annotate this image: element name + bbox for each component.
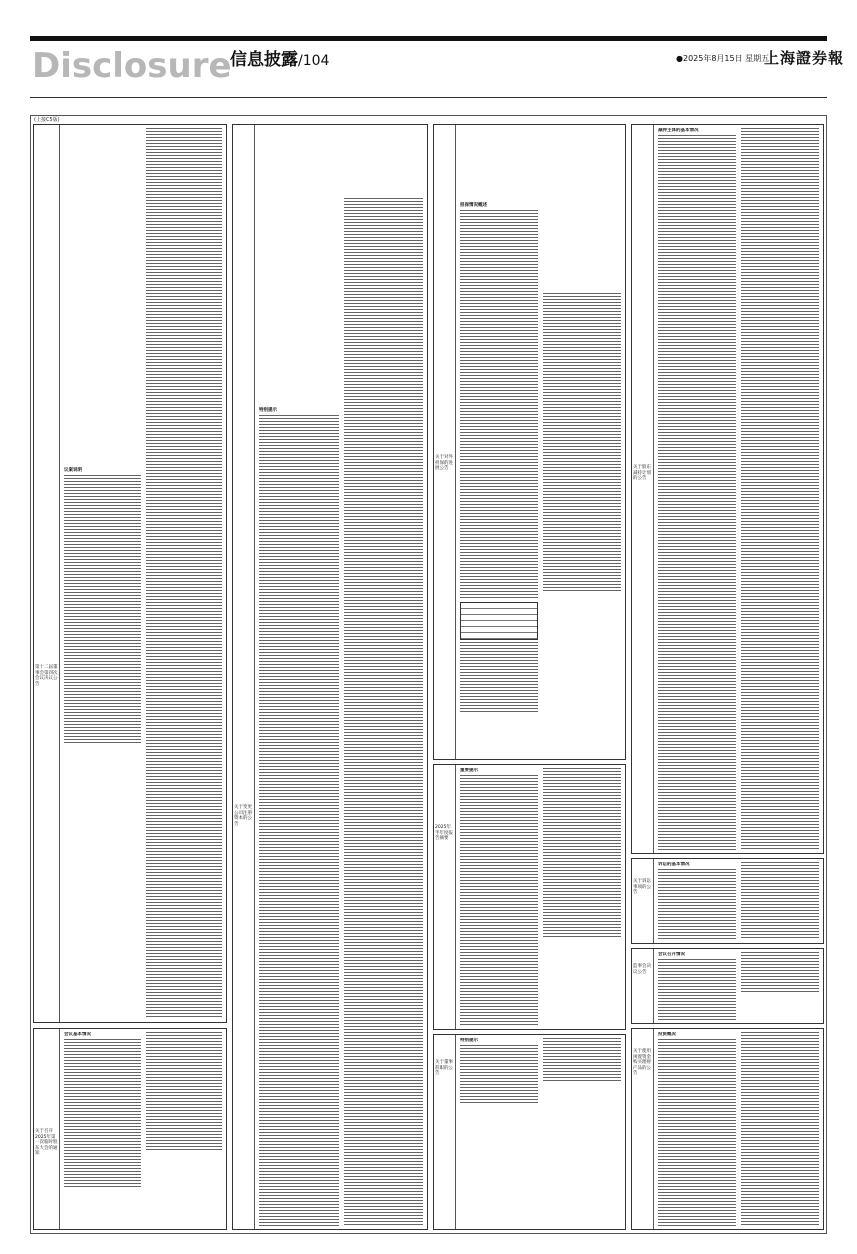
announcement-block: [631, 124, 824, 854]
announcement-side-label: 关于使用闲置资金购买理财产品的公告: [632, 1029, 654, 1229]
text-column: [543, 1038, 621, 1226]
announcement-side-label: 关于对外担保的进展公告: [434, 125, 456, 759]
announcement-block: [33, 124, 227, 1023]
announcement-side-label: 监事会决议公告: [632, 949, 654, 1023]
text-column: [658, 1032, 736, 1226]
section-heading: 会议基本情况: [64, 1032, 91, 1037]
section-heading: 投资概况: [658, 1032, 676, 1037]
announcement-side-label: 关于召开2025年第一次临时股东大会的通知: [34, 1029, 60, 1229]
dateline: [676, 54, 769, 64]
section-heading: 议案说明: [64, 468, 82, 473]
announcement-body: [456, 765, 625, 1029]
section-heading: 诉讼的基本情况: [658, 862, 690, 867]
text-column: [64, 128, 141, 1019]
announcement-body: [60, 1029, 226, 1229]
body-text-lines: [543, 293, 621, 593]
announcement-side-label: 关于变更公司注册资本的公告: [233, 125, 255, 1229]
text-column: [460, 768, 538, 1026]
announcement-body: [255, 125, 427, 1229]
announcement-body: [654, 859, 823, 943]
text-column: [741, 862, 819, 940]
section-heading: 减持主体的基本情况: [658, 128, 699, 133]
body-text-lines: [658, 135, 736, 850]
announcement-side-label: 2025年半年度报告摘要: [434, 765, 456, 1029]
newspaper-logo: 上海證券報: [764, 49, 845, 67]
body-text-lines: [543, 768, 621, 938]
issue-date: 2025年8月15日: [682, 54, 743, 63]
announcement-block: [631, 1028, 824, 1230]
data-table: [460, 602, 538, 640]
body-text-lines: [64, 475, 141, 745]
text-column: [741, 952, 819, 1020]
announcement-body: [456, 125, 625, 759]
continuation-label: (上接C5版): [34, 117, 60, 123]
announcement-block: [433, 1034, 626, 1230]
body-text-lines: [344, 198, 424, 1226]
section-name: 信息披露: [230, 50, 298, 70]
text-column: [741, 1032, 819, 1226]
body-text-lines: [741, 1032, 819, 1226]
text-column: [64, 1032, 141, 1226]
section-title: [230, 50, 329, 71]
body-text-lines: [259, 415, 339, 1226]
header-divider: [30, 97, 827, 98]
text-column: [146, 128, 223, 1019]
announcement-side-label: 关于董事辞职的公告: [434, 1035, 456, 1229]
section-brand-title: Disclosure: [32, 46, 232, 86]
body-text-lines: [741, 128, 819, 850]
text-column: [658, 952, 736, 1020]
body-text-lines: [64, 1039, 141, 1189]
date-mark-icon: ●: [676, 54, 683, 63]
weekday: 星期五: [745, 54, 770, 63]
announcement-body: [60, 125, 226, 1022]
body-text-lines: [543, 1038, 621, 1083]
section-heading: 会议召开情况: [658, 952, 685, 957]
body-text-lines: [658, 869, 736, 940]
section-heading: 担保情况概述: [460, 203, 487, 208]
body-text-lines: [741, 952, 819, 992]
announcement-block: [433, 124, 626, 760]
body-text-lines: [658, 959, 736, 1020]
section-heading: 特别提示: [460, 1038, 478, 1043]
body-text-lines: [658, 1039, 736, 1226]
body-text-lines: [460, 775, 538, 1026]
announcement-block: [433, 764, 626, 1030]
text-column: [543, 128, 621, 756]
text-column: [344, 128, 424, 1226]
announcement-side-label: 关于诉讼事项的公告: [632, 859, 654, 943]
announcement-body: [654, 949, 823, 1023]
body-text-lines: [146, 1032, 223, 1152]
announcement-block: [232, 124, 428, 1230]
text-column: [259, 128, 339, 1226]
text-column: [658, 128, 736, 850]
section-heading: 重要提示: [460, 768, 478, 773]
body-text-lines: [460, 210, 538, 600]
announcement-block: [631, 858, 824, 944]
announcement-body: [654, 1029, 823, 1229]
masthead-rule: [30, 36, 827, 41]
announcement-block: [631, 948, 824, 1024]
announcement-body: [456, 1035, 625, 1229]
body-text-lines: [460, 1045, 538, 1105]
text-column: [741, 128, 819, 850]
announcement-side-label: 第十二届董事会第四次会议决议公告: [34, 125, 60, 1022]
announcement-side-label: 关于股东减持计划的公告: [632, 125, 654, 853]
announcement-block: [33, 1028, 227, 1230]
body-text-lines: [741, 862, 819, 940]
section-heading: 特别提示: [259, 408, 277, 413]
page-number: /104: [298, 53, 330, 69]
body-text-lines: [460, 642, 538, 712]
text-column: [543, 768, 621, 1026]
text-column: [460, 128, 538, 756]
text-column: [460, 1038, 538, 1226]
text-column: [146, 1032, 223, 1226]
body-text-lines: [146, 128, 223, 1019]
text-column: [658, 862, 736, 940]
announcement-body: [654, 125, 823, 853]
